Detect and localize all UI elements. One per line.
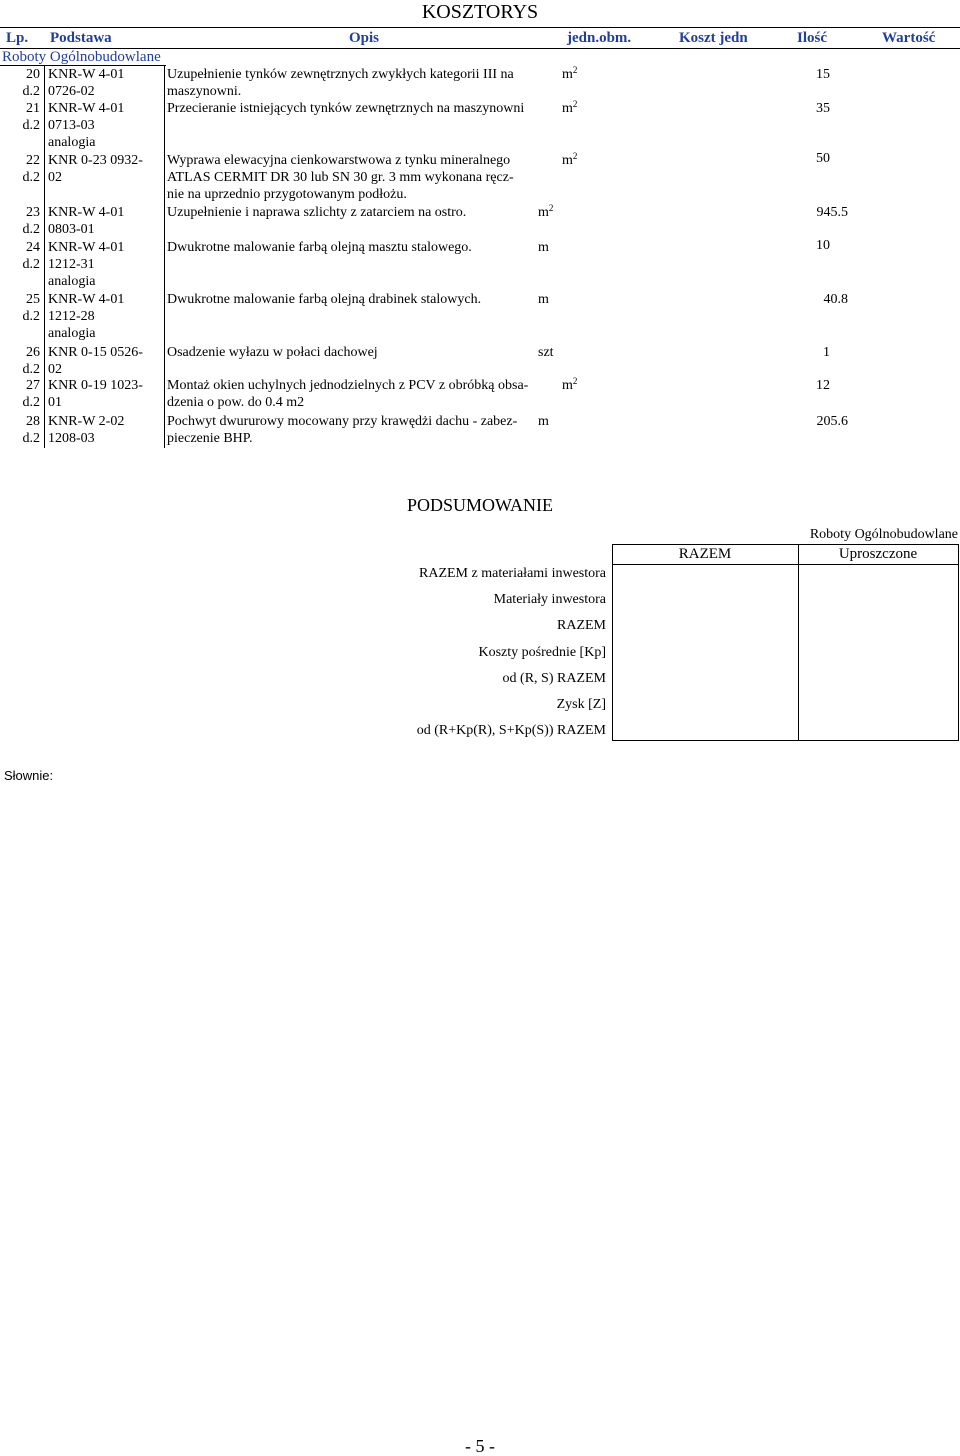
row-unit	[562, 153, 577, 169]
summary-line-label: od (R+Kp(R), S+Kp(S)) RAZEM	[416, 723, 606, 738]
row-basis-line: 02	[48, 362, 62, 377]
row-unit-exponent: 2	[572, 151, 578, 161]
row-lp: 24	[26, 240, 40, 255]
row-unit	[538, 414, 549, 430]
row-position-suffix: d.2	[22, 309, 40, 324]
row-unit-text: szt	[538, 345, 554, 360]
row-basis-line: KNR 0-23 0932-	[48, 153, 143, 168]
summary-top-border	[612, 544, 958, 545]
summary-line-label: Zysk [Z]	[556, 697, 606, 712]
row-description-line: nie na uprzednio przygotowanym podłożu.	[167, 187, 407, 202]
row-description-line: Montaż okien uchylnych jednodzielnych z PCV z obróbką obsa-	[167, 378, 529, 393]
table-header	[0, 27, 960, 49]
row-unit-text: m	[538, 240, 549, 255]
summary-left-border	[612, 544, 613, 741]
row-unit	[562, 378, 577, 394]
row-quantity: 12	[816, 378, 830, 393]
row-unit	[538, 292, 549, 308]
row-basis-line: KNR-W 4-01	[48, 292, 125, 307]
row-basis-line: 02	[48, 170, 62, 185]
row-position-suffix: d.2	[22, 431, 40, 446]
col-podstawa: Podstawa	[50, 30, 112, 46]
col-lp: Lp.	[6, 30, 29, 46]
col-divider-basis	[164, 65, 165, 448]
row-position-suffix: d.2	[22, 395, 40, 410]
row-description-line: Uzupełnienie i naprawa szlichty z zatarciem na ostro.	[167, 205, 467, 220]
section-divider	[0, 65, 166, 66]
row-unit-text: m	[538, 205, 549, 220]
summary-line-label: Koszty pośrednie [Kp]	[478, 645, 606, 660]
row-position-suffix: d.2	[22, 170, 40, 185]
row-description-line: Przecieranie istniejących tynków zewnętrznych na maszynowni	[167, 101, 525, 116]
row-basis-line: KNR-W 4-01	[48, 67, 125, 82]
row-position-suffix: d.2	[22, 222, 40, 237]
summary-heading: Roboty Ogólnobudowlane	[809, 527, 958, 542]
row-quantity: 945.5	[816, 205, 848, 220]
summary-col-uproszczone: Uproszczone	[838, 546, 918, 562]
row-unit-exponent: 2	[572, 376, 578, 386]
row-unit-text: m	[538, 292, 549, 307]
col-wartosc: Wartość	[882, 30, 936, 46]
row-unit-exponent: 2	[572, 99, 578, 109]
row-description-line: Osadzenie wyłazu w połaci dachowej	[167, 345, 378, 360]
summary-header-border	[612, 564, 958, 565]
row-quantity: 205.6	[816, 414, 848, 429]
page-number: - 5 -	[465, 1436, 495, 1456]
row-position-suffix: d.2	[22, 84, 40, 99]
row-description-line: maszynowni.	[167, 84, 242, 99]
row-basis-line: 1212-28	[48, 309, 95, 324]
summary-col-razem: RAZEM	[678, 546, 732, 562]
row-description-line: pieczenie BHP.	[167, 431, 253, 446]
row-unit-exponent: 2	[572, 65, 578, 75]
document-title: KOSZTORYS	[421, 1, 539, 23]
row-unit-exponent: 2	[548, 203, 554, 213]
row-quantity: 35	[816, 101, 830, 116]
row-description-line: ATLAS CERMIT DR 30 lub SN 30 gr. 3 mm wykonana ręcz-	[167, 170, 514, 185]
row-quantity: 40.8	[823, 292, 848, 307]
row-basis-line: KNR-W 2-02	[48, 414, 125, 429]
summary-line-label: RAZEM	[557, 618, 606, 633]
row-description-line: Dwukrotne malowanie farbą olejną drabinek stalowych.	[167, 292, 482, 307]
row-description-line: Wyprawa elewacyjna cienkowarstwowa z tynku mineralnego	[167, 153, 511, 168]
row-quantity: 15	[816, 67, 830, 82]
col-divider-lp	[44, 65, 45, 448]
summary-line-label: Materiały inwestora	[493, 592, 606, 607]
row-lp: 23	[26, 205, 40, 220]
row-description-line: Uzupełnienie tynków zewnętrznych zwykłych kategorii III na	[167, 67, 514, 82]
row-lp: 21	[26, 101, 40, 116]
col-ilosc: Ilość	[797, 30, 827, 46]
row-basis-line: 01	[48, 395, 62, 410]
row-basis-line: KNR 0-19 1023-	[48, 378, 143, 393]
row-unit-text: m	[562, 67, 573, 82]
row-lp: 25	[26, 292, 40, 307]
row-unit-text: m	[562, 153, 573, 168]
row-basis-line: 1208-03	[48, 431, 95, 446]
row-basis-line: 0803-01	[48, 222, 95, 237]
row-basis-line: 0726-02	[48, 84, 95, 99]
row-basis-line: 1212-31	[48, 257, 95, 272]
row-lp: 28	[26, 414, 40, 429]
row-unit-text: m	[562, 378, 573, 393]
col-opis: Opis	[349, 30, 380, 46]
row-position-suffix: d.2	[22, 118, 40, 133]
row-unit	[538, 205, 553, 221]
row-lp: 22	[26, 153, 40, 168]
row-unit-text: m	[538, 414, 549, 429]
row-basis-line: analogia	[48, 274, 96, 289]
row-unit	[562, 101, 577, 117]
row-quantity: 1	[823, 345, 830, 360]
col-jedn: jedn.obm.	[567, 30, 632, 46]
row-unit	[562, 67, 577, 83]
row-description-line: Pochwyt dwururowy mocowany przy krawędżi dachu - zabez-	[167, 414, 518, 429]
row-position-suffix: d.2	[22, 257, 40, 272]
slownie-label: Słownie:	[4, 768, 54, 783]
row-description-line: dzenia o pow. do 0.4 m2	[167, 395, 305, 410]
row-basis-line: KNR-W 4-01	[48, 240, 125, 255]
row-quantity: 50	[816, 151, 830, 166]
row-unit-text: m	[562, 101, 573, 116]
row-basis-line: KNR-W 4-01	[48, 101, 125, 116]
row-description-line: Dwukrotne malowanie farbą olejną masztu stalowego.	[167, 240, 472, 255]
row-basis-line: analogia	[48, 135, 96, 150]
row-basis-line: KNR 0-15 0526-	[48, 345, 143, 360]
summary-title: PODSUMOWANIE	[406, 495, 553, 515]
section-title: Roboty Ogólnobudowlane	[2, 49, 161, 65]
row-lp: 27	[26, 378, 40, 393]
summary-right-border	[958, 544, 959, 741]
row-lp: 20	[26, 67, 40, 82]
summary-bottom-border	[612, 740, 958, 741]
row-basis-line: analogia	[48, 326, 96, 341]
summary-line-label: RAZEM z materiałami inwestora	[419, 566, 606, 581]
row-basis-line: KNR-W 4-01	[48, 205, 125, 220]
row-lp: 26	[26, 345, 40, 360]
row-basis-line: 0713-03	[48, 118, 95, 133]
col-koszt: Koszt jedn	[679, 30, 748, 46]
row-position-suffix: d.2	[22, 362, 40, 377]
row-quantity: 10	[816, 238, 830, 253]
row-unit	[538, 240, 549, 256]
row-unit	[538, 345, 554, 361]
summary-line-label: od (R, S) RAZEM	[502, 671, 606, 686]
summary-mid-border	[798, 544, 799, 741]
